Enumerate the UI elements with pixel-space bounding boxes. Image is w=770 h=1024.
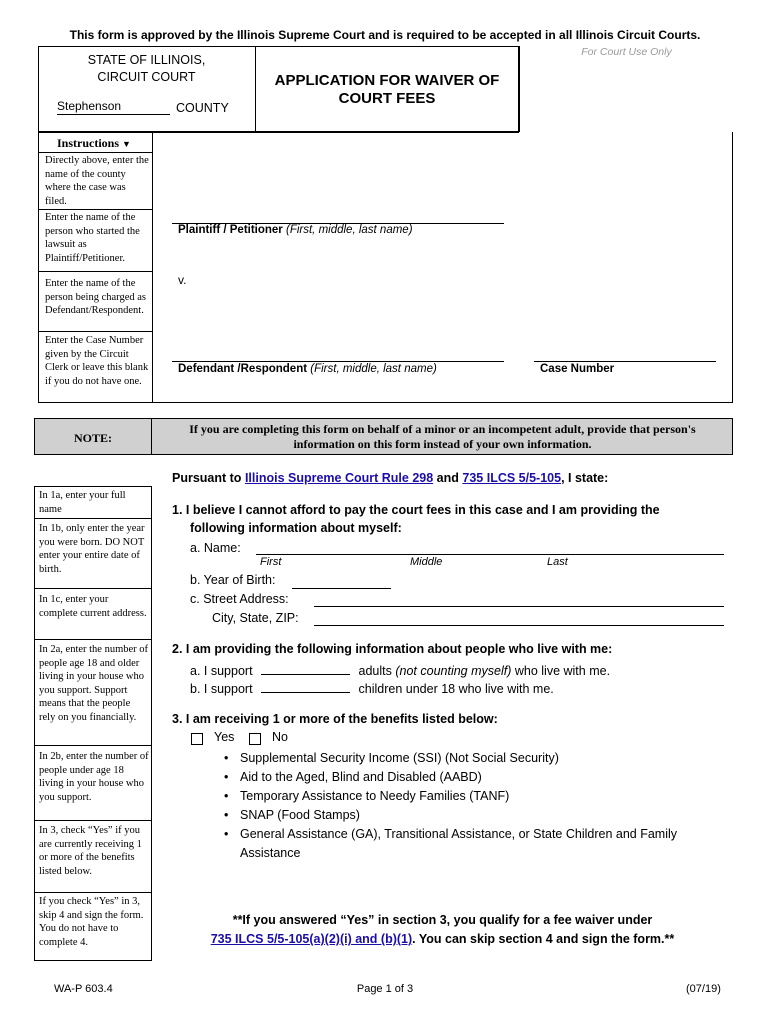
pursuant-statement: Pursuant to Illinois Supreme Court Rule 298 and 735 ILCS 5/5-105, I state: (172, 471, 609, 485)
instr-sep-1 (38, 209, 152, 210)
header-divider (255, 46, 256, 132)
section2-heading: 2. I am providing the following information about people who live with me: (172, 642, 613, 656)
rule-298-link[interactable]: Illinois Supreme Court Rule 298 (244, 471, 434, 485)
revision-date: (07/19) (686, 983, 721, 995)
approval-notice: This form is approved by the Illinois Supreme Court and is required to be accepted in all Illinois Circuit Courts. (69, 28, 701, 42)
note-label: NOTE: (73, 431, 112, 445)
city-state-zip-field[interactable] (314, 625, 724, 626)
year-of-birth-label: b. Year of Birth: (190, 573, 276, 587)
side-note-2a: In 2a, enter the number of people age 18 and older living in your house who you support. Support means that the people rely on you financially. (39, 644, 149, 723)
instruction-county: Directly above, enter the name of the county where the case was filed. (45, 155, 149, 207)
instructions-divider (152, 132, 153, 403)
side-note-2b: In 2b, enter the number of people under age 18 living in your house who you support. (39, 751, 149, 803)
court-use-label: For Court Use Only (581, 46, 672, 58)
section1-heading-line2: following information about myself: (190, 521, 402, 535)
no-checkbox[interactable] (249, 733, 261, 745)
side-sep-3 (34, 639, 152, 640)
page-number: Page 1 of 3 (356, 983, 414, 995)
last-name-caption: Last (547, 556, 568, 568)
defendant-line[interactable] (172, 361, 504, 362)
instr-sep-3 (38, 331, 152, 332)
street-address-field[interactable] (314, 606, 724, 607)
instr-sep-0 (38, 152, 152, 153)
versus-label: v. (178, 273, 187, 287)
benefits-list (218, 749, 698, 863)
caption-top-line (38, 132, 519, 133)
support-adults-row: a. I support adults (not counting myself) who live with me. (190, 664, 611, 678)
court-label: CIRCUIT COURT (97, 70, 196, 84)
county-label: COUNTY (176, 101, 229, 115)
county-field[interactable]: Stephenson (57, 99, 170, 115)
side-note-3: In 3, check “Yes” if you are currently receiving 1 or more of the benefits listed below. (39, 825, 142, 877)
name-field[interactable] (256, 554, 724, 555)
side-note-3-skip: If you check “Yes” in 3, skip 4 and sign the form. You do not have to complete 4. (39, 896, 144, 948)
no-label: No (272, 730, 288, 744)
name-label: a. Name: (190, 541, 241, 555)
note-text-line1: If you are completing this form on behalf of a minor or an incompetent adult, provide that person's (189, 422, 696, 436)
side-note-1a: In 1a, enter your full name (39, 490, 126, 515)
court-use-divider (519, 46, 520, 132)
instruction-plaintiff: Enter the name of the person who started the lawsuit as Plaintiff/Petitioner. (45, 212, 140, 264)
case-number-label: Case Number (540, 363, 615, 375)
form-id: WA-P 603.4 (54, 983, 113, 995)
benefit-item: • Temporary Assistance to Needy Families (TANF) (218, 787, 698, 806)
benefit-item: • Aid to the Aged, Blind and Disabled (AABD) (218, 768, 698, 787)
side-note-1c: In 1c, enter your complete current address. (39, 594, 147, 619)
ilcs-waiver-link[interactable]: 735 ILCS 5/5-105(a)(2)(i) and (b)(1) (210, 932, 413, 946)
children-count-field[interactable] (261, 680, 350, 693)
benefit-item: • Supplemental Security Income (SSI) (Not Social Security) (218, 749, 698, 768)
section3-heading: 3. I am receiving 1 or more of the benefits listed below: (172, 712, 498, 726)
support-children-row: b. I support children under 18 who live with me. (190, 682, 554, 696)
case-number-line[interactable] (534, 361, 716, 362)
side-sep-1 (34, 518, 152, 519)
year-of-birth-field[interactable] (292, 588, 391, 589)
caret-down-icon: ▼ (122, 139, 131, 149)
street-address-label: c. Street Address: (190, 592, 289, 606)
note-text-line2: information on this form instead of your own information. (293, 437, 592, 451)
side-sep-4 (34, 745, 152, 746)
side-sep-2 (34, 588, 152, 589)
defendant-label: Defendant /Respondent (First, middle, last name) (178, 363, 437, 375)
plaintiff-label: Plaintiff / Petitioner (First, middle, last name) (178, 224, 413, 236)
qualify-note-line2: 735 ILCS 5/5-105(a)(2)(i) and (b)(1). You can skip section 4 and sign the form.** (210, 932, 675, 946)
yes-label: Yes (214, 730, 235, 744)
instructions-heading: Instructions ▼ (57, 136, 131, 150)
instr-sep-2 (38, 271, 152, 272)
form-title-line1: APPLICATION FOR WAIVER OF (274, 72, 500, 89)
city-state-zip-label: City, State, ZIP: (212, 611, 299, 625)
benefit-item: • General Assistance (GA), Transitional Assistance, or State Children and Family Assistance (218, 825, 710, 863)
yes-checkbox[interactable] (191, 733, 203, 745)
benefit-item: • SNAP (Food Stamps) (218, 806, 698, 825)
adults-count-field[interactable] (261, 662, 350, 675)
side-sep-5 (34, 820, 152, 821)
section1-heading-line1: 1. I believe I cannot afford to pay the court fees in this case and I am providing the (172, 503, 660, 517)
qualify-note-line1: **If you answered “Yes” in section 3, you qualify for a fee waiver under (232, 913, 653, 927)
ilcs-link[interactable]: 735 ILCS 5/5-105 (462, 471, 562, 485)
side-note-1b: In 1b, only enter the year you were born. DO NOT enter your entire date of birth. (39, 523, 145, 575)
instruction-case-number: Enter the Case Number given by the Circuit Clerk or leave this blank if you do not have one. (45, 335, 149, 387)
form-title-line2: COURT FEES (338, 90, 436, 107)
state-label: STATE OF ILLINOIS, (87, 53, 206, 67)
instruction-defendant: Enter the name of the person being charged as Defendant/Respondent. (45, 278, 146, 316)
side-sep-6 (34, 892, 152, 893)
middle-name-caption: Middle (410, 556, 443, 568)
first-name-caption: First (260, 556, 282, 568)
